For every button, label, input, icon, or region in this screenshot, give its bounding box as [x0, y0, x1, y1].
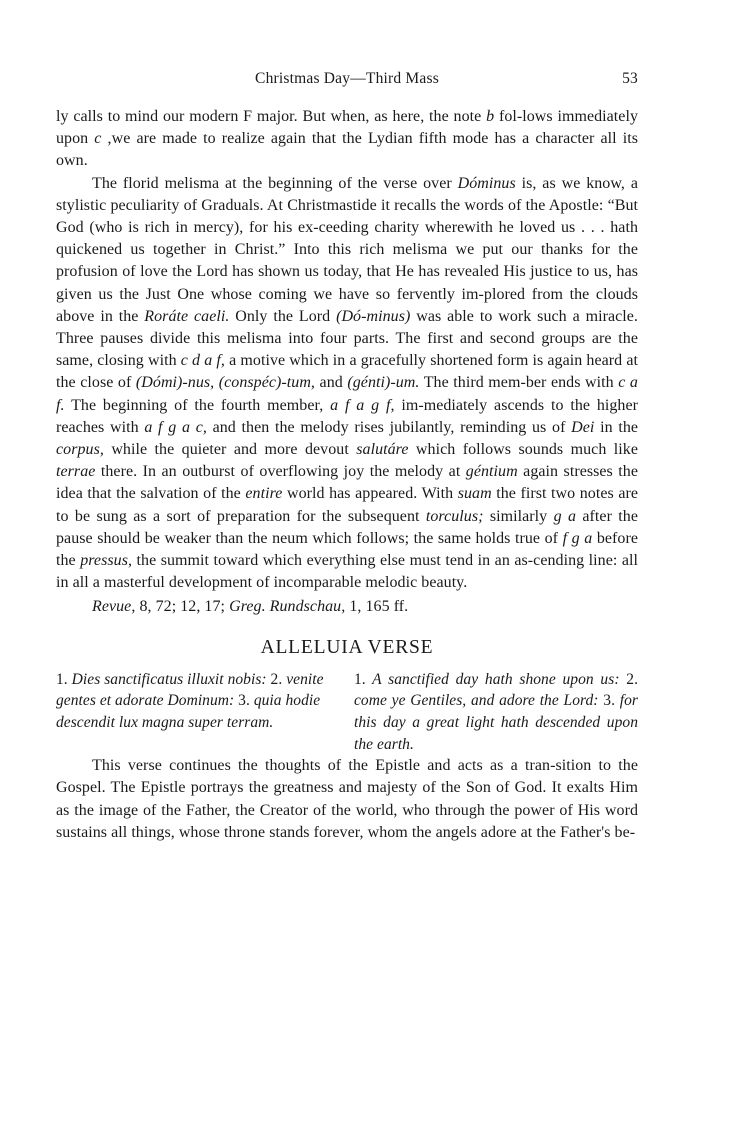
italic-term: c d a f,: [180, 352, 225, 370]
paragraph-1: [56, 106, 638, 173]
running-header: [56, 70, 638, 94]
italic-term: Roráte caeli.: [144, 307, 230, 325]
text-run: similarly: [483, 507, 554, 525]
italic-term: (génti)-um.: [347, 374, 420, 392]
text-run: the first two notes are to be sung as a sort of preparation for the subsequent: [56, 485, 638, 525]
verse-line: for this day a great light hath descended upon the earth.: [354, 692, 638, 753]
italic-term: pressus,: [80, 552, 133, 570]
text-run: The beginning of the fourth member,: [64, 396, 331, 414]
running-title: Christmas Day—Third Mass: [255, 70, 439, 87]
paragraph-2: [56, 173, 638, 595]
italic-term: Dei: [571, 418, 595, 436]
verse-number: 1.: [354, 670, 366, 688]
text-run: fol-lows immediately upon: [56, 108, 638, 148]
italic-term: (Dó-minus): [336, 307, 411, 325]
bibliographic-reference: [56, 596, 638, 618]
italic-term: a f g a c,: [144, 418, 207, 436]
alleluia-verse: [56, 669, 638, 755]
verse-number: 3.: [603, 692, 616, 710]
verse-line: A sanctified day hath shone upon us:: [365, 670, 627, 688]
italic-term: (Dómi)-nus, (conspéc)-tum,: [135, 374, 315, 392]
journal-title: Revue,: [92, 598, 136, 616]
text-run: 1, 165 ff.: [345, 598, 409, 616]
page-number: 53: [622, 70, 638, 87]
text-run: im-mediately ascends to the higher reaches with: [56, 396, 639, 436]
italic-term: géntium: [465, 463, 518, 481]
english-translation: [354, 669, 638, 755]
verse-number: 2.: [270, 670, 283, 688]
italic-term: corpus,: [56, 441, 104, 459]
journal-title: Greg. Rundschau,: [229, 598, 346, 616]
verse-line: come ye Gentiles, and adore the Lord:: [354, 692, 604, 710]
italic-term: suam: [457, 485, 492, 503]
text-run: The florid melisma at the beginning of the verse over: [92, 174, 458, 192]
italic-term: terrae: [56, 463, 96, 481]
italic-term: c a f.: [56, 374, 638, 414]
italic-term: Dóminus: [457, 174, 516, 192]
book-page: [56, 70, 638, 844]
note-name: b: [486, 108, 495, 125]
text-run: ,we are made to realize again that the Lydian fifth mode has a character all its own.: [56, 130, 638, 170]
italic-term: salutáre: [356, 441, 409, 459]
italic-term: a f a g f,: [330, 396, 395, 414]
text-run: and: [315, 374, 348, 392]
text-run: a motive which in a gracefully shortened form is again heard at the close of: [56, 352, 638, 392]
italic-term: f g a: [562, 529, 593, 547]
text-run: after the pause should be weaker than the neum which follows; the same holds true of: [56, 507, 639, 547]
body-text: [56, 106, 638, 844]
latin-text: [56, 669, 340, 755]
text-run: 8, 72; 12, 17;: [135, 598, 230, 616]
text-run: there. In an outburst of overflowing joy the melody at: [95, 463, 466, 481]
text-run: Only the Lord: [229, 307, 337, 325]
text-run: ly calls to mind our modern F major. But when, as here, the note: [56, 108, 487, 125]
italic-term: torculus;: [425, 507, 484, 525]
section-heading: ALLELUIA VERSE: [260, 636, 434, 658]
text-run: is, as we know, a stylistic peculiarity of Graduals. At Christmastide it recalls the words of the Apostle: “But God (who is rich in mercy), for his ex-ceeding charity wherewith he loved us . . . hath quickened us together in Christ.” Into this rich melisma we put our thanks for the profusion of love the Lord has shown us today, that He has revealed His justice to us, has given us the Just One whose coming we have so fervently im-plored from the clouds above in the: [56, 174, 638, 325]
text-run: The third mem-ber ends with: [419, 374, 619, 392]
text-run: and then the melody rises jubilantly, reminding us of: [206, 418, 572, 436]
verse-number: 3.: [238, 692, 250, 710]
verse-line: venite gentes et adorate Dominum:: [56, 670, 324, 710]
text-run: which follows sounds much like: [408, 441, 638, 459]
text-run: was able to work such a miracle. Three pauses divide this melisma into four parts. The first and second groups are the same, closing with: [56, 307, 638, 370]
text-run: while the quieter and more devout: [103, 441, 357, 459]
paragraph-3: This verse continues the thoughts of the Epistle and acts as a tran-sition to the Gospel. The Epistle portrays the greatness and majesty of the Son of God. It exalts Him as the image of the Father, the Creator of the world, who through the power of His word sustains all things, whose throne stands forever, whom the angels adore at the Father's be-: [56, 757, 638, 841]
verse-number: 2.: [626, 670, 638, 688]
verse-number: 1.: [56, 670, 68, 688]
verse-line: quia hodie descendit lux magna super terram.: [56, 692, 321, 732]
text-run: in the: [594, 418, 639, 436]
italic-term: g a: [553, 507, 577, 525]
text-run: before the: [56, 529, 639, 570]
text-run: again stresses the idea that the salvation of the: [56, 463, 639, 503]
text-run: world has appeared. With: [282, 485, 458, 503]
text-run: the summit toward which everything else must tend in an as-cending line: all in all a masterful development of incomparable melodic beauty.: [56, 552, 638, 592]
note-name: c: [94, 130, 102, 148]
italic-term: entire: [245, 485, 283, 503]
verse-line: Dies sanctificatus illuxit nobis:: [67, 670, 271, 688]
